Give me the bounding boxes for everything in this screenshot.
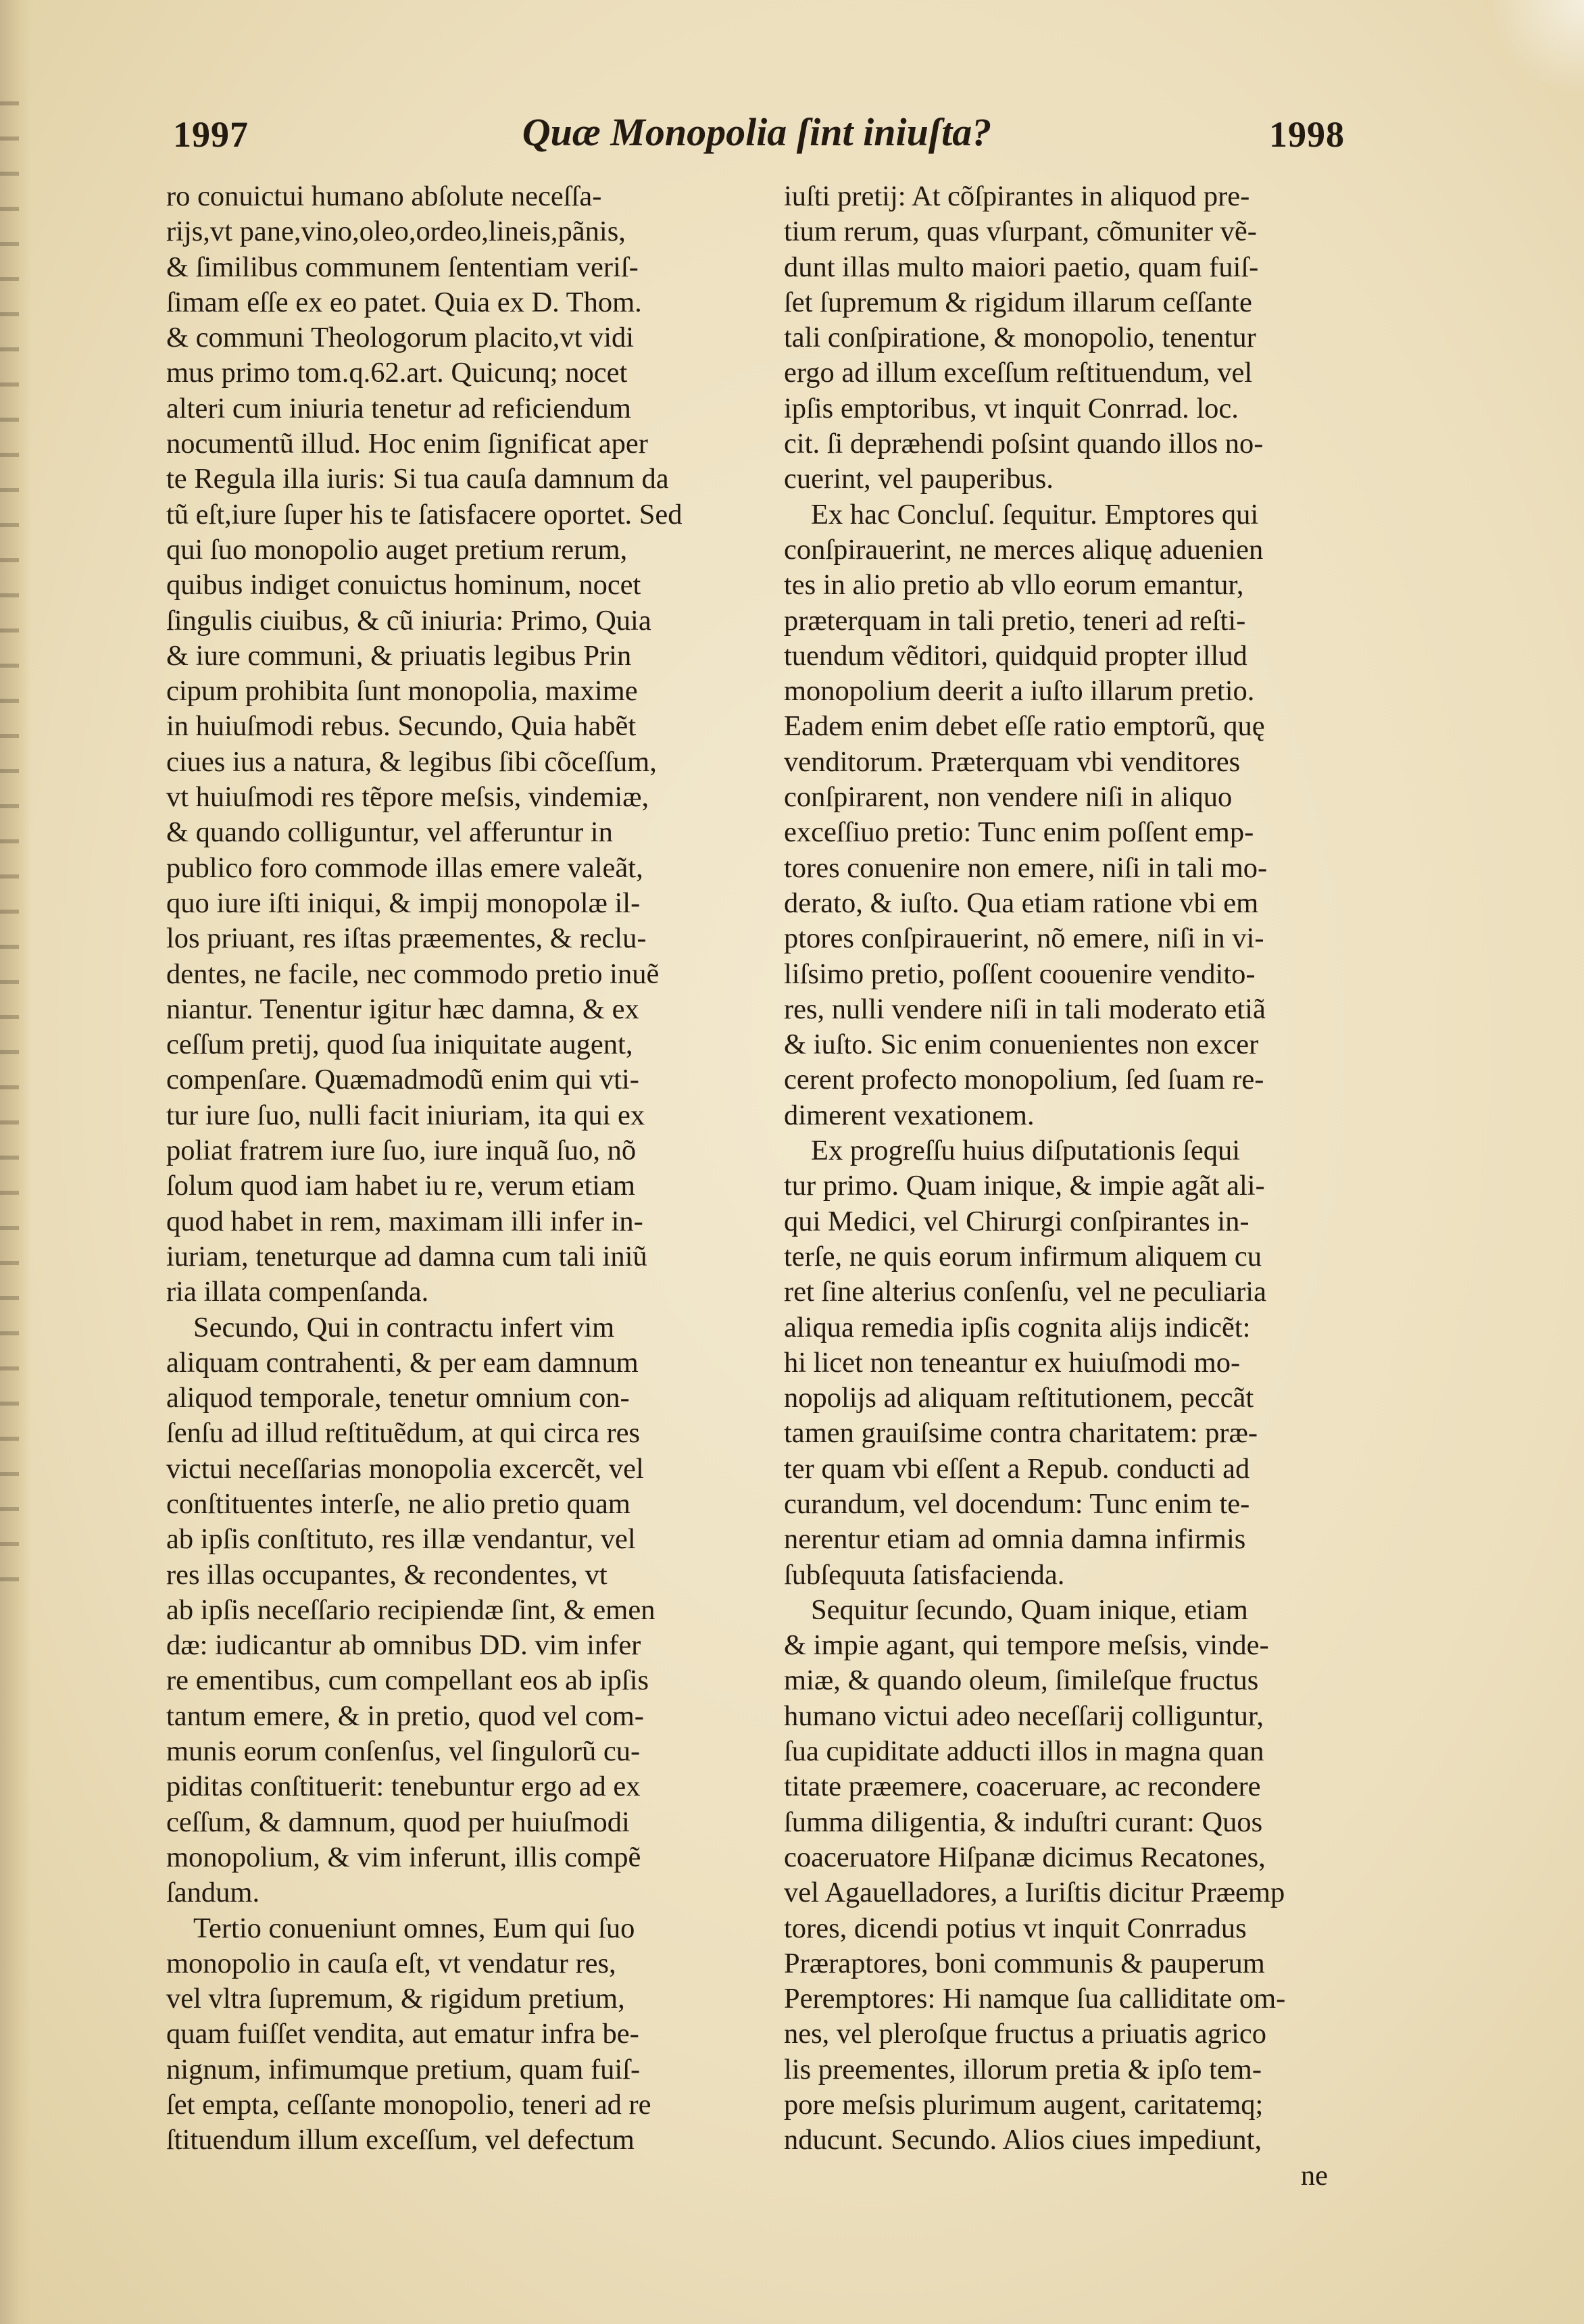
text-line: publico foro commode illas emere valeãt,: [166, 851, 643, 884]
page-header: [169, 110, 1345, 168]
text-line: munis eorum conſenſus, vel ſingulorũ cu-: [166, 1735, 641, 1768]
text-line: ne: [1300, 2159, 1328, 2192]
text-line: aliquam contrahenti, & per eam damnum: [166, 1346, 639, 1379]
text-line: qui ſuo monopolio auget pretium rerum,: [166, 533, 628, 566]
text-line: pore meſsis plurimum augent, caritatemq;: [784, 2089, 1264, 2121]
text-line: vel Agauelladores, a Iuriſtis dicitur Præemp: [784, 1877, 1285, 1909]
text-line: monopolium deerit a iuſto illarum pretio.: [784, 675, 1255, 708]
text-line: compenſare. Quæmadmodũ enim qui vti-: [166, 1064, 639, 1096]
text-line: mus primo tom.q.62.art. Quicunq; nocet: [166, 357, 628, 389]
text-line: cipum prohibita ſunt monopolia, maxime: [166, 675, 638, 708]
text-line: & iure communi, & priuatis legibus Prin: [166, 639, 632, 672]
text-line: dentes, ne facile, nec commodo pretio inuẽ: [166, 958, 660, 990]
text-line: & quando colliguntur, vel afferuntur in: [166, 816, 613, 849]
text-line: conſtituentes interſe, ne alio pretio quam: [166, 1487, 630, 1520]
text-line: Eadem enim debet eſſe ratio emptorũ, quę: [784, 710, 1265, 743]
text-line: ſingulis ciuibus, & cũ iniuria: Primo, Quia: [166, 604, 651, 637]
text-line: dunt illas multo maiori paetio, quam fuiſ-: [784, 251, 1259, 283]
text-line: dæ: iudicantur ab omnibus DD. vim infer: [166, 1629, 641, 1662]
text-line: Tertio conueniunt omnes, Eum qui ſuo: [193, 1912, 635, 1944]
text-line: nignum, infimumque pretium, quam fuiſ-: [166, 2053, 641, 2085]
text-line: lis preementes, illorum pretia & ipſo tem-: [784, 2053, 1262, 2085]
text-line: & iuſto. Sic enim conuenientes non excer: [784, 1029, 1259, 1061]
text-line: ceſſum, & damnum, quod per huiuſmodi: [166, 1806, 630, 1838]
text-line: terſe, ne quis eorum infirmum aliquem cu: [784, 1240, 1262, 1272]
text-line: ab ipſis conſtituto, res illæ vendantur, vel: [166, 1523, 636, 1556]
text-line: & ſimilibus communem ſententiam veriſ-: [166, 251, 639, 283]
text-line: nopolijs ad aliquam reſtitutionem, peccãt: [784, 1382, 1254, 1414]
text-line: alteri cum iniuria tenetur ad reficiendum: [166, 392, 631, 424]
text-line: nerentur etiam ad omnia damna infirmis: [784, 1523, 1246, 1556]
text-line: tamen grauiſsime contra charitatem: præ-: [784, 1417, 1258, 1450]
text-line: exceſſiuo pretio: Tunc enim poſſent emp-: [784, 816, 1254, 849]
text-line: miæ, & quando oleum, ſimileſque fructus: [784, 1664, 1259, 1697]
text-line: piditas conſtituerit: tenebuntur ergo ad ex: [166, 1771, 641, 1803]
text-line: conſpirauerint, ne merces aliquę aduenien: [784, 533, 1264, 566]
text-line: tores conuenire non emere, niſi in tali mo-: [784, 851, 1268, 884]
text-line: tur primo. Quam inique, & impie agãt ali-: [784, 1170, 1265, 1202]
text-line: derato, & iuſto. Qua etiam ratione vbi em: [784, 887, 1259, 919]
text-line: rijs,vt pane,vino,oleo,ordeo,lineis,pãnis,: [166, 216, 626, 248]
text-line: ab ipſis neceſſario recipiendæ ſint, & emen: [166, 1593, 655, 1626]
text-column-right: [784, 179, 1328, 2194]
text-line: res illas occupantes, & recondentes, vt: [166, 1558, 608, 1591]
running-title: Quæ Monopolia ſint iniuſta?: [522, 110, 992, 154]
text-line: hi licet non teneantur ex huiuſmodi mo-: [784, 1346, 1241, 1379]
text-line: ſenſu ad illud reſtituẽdum, at qui circa res: [166, 1417, 641, 1450]
text-line: tuendum vẽditori, quidquid propter illud: [784, 639, 1247, 672]
text-line: monopolium, & vim inferunt, illis compẽ: [166, 1841, 641, 1873]
text-column-left: [166, 179, 710, 2158]
text-line: Ex hac Concluſ. ſequitur. Emptores qui: [811, 498, 1259, 530]
text-line: ptores conſpirauerint, nõ emere, niſi in vi-: [784, 922, 1264, 955]
text-line: ipſis emptoribus, vt inquit Conrrad. loc.: [784, 392, 1239, 424]
text-line: aliqua remedia ipſis cognita alijs indicẽt:: [784, 1311, 1251, 1343]
text-line: nes, vel pleroſque fructus a priuatis agrico: [784, 2018, 1266, 2050]
text-line: niantur. Tenentur igitur hæc damna, & ex: [166, 993, 639, 1025]
text-line: quibus indiget conuictus hominum, nocet: [166, 569, 641, 601]
page-number-right: 1998: [1269, 114, 1345, 155]
text-line: Secundo, Qui in contractu infert vim: [193, 1311, 615, 1343]
text-line: ſimam eſſe ex eo patet. Quia ex D. Thom.: [166, 286, 642, 318]
text-line: quod habet in rem, maximam illi infer in-: [166, 1205, 643, 1237]
text-line: ceſſum pretij, quod ſua iniquitate augent,: [166, 1029, 633, 1061]
text-line: iuriam, teneturque ad damna cum tali iniũ: [166, 1240, 647, 1272]
text-line: te Regula illa iuris: Si tua cauſa damnum da: [166, 463, 669, 495]
text-line: vel vltra ſupremum, & rigidum pretium,: [166, 1983, 625, 2015]
text-line: ſandum.: [166, 1877, 260, 1909]
text-line: tũ eſt,iure ſuper his te ſatisfacere oportet. Sed: [166, 498, 683, 530]
text-line: quam fuiſſet vendita, aut ematur infra be-: [166, 2018, 639, 2050]
text-line: titate præemere, coaceruare, ac recondere: [784, 1771, 1261, 1803]
text-line: ſolum quod iam habet iu re, verum etiam: [166, 1170, 635, 1202]
text-line: ſet empta, ceſſante monopolio, teneri ad re: [166, 2089, 651, 2121]
text-line: ro conuictui humano abſolute neceſſa-: [166, 180, 602, 212]
text-line: monopolio in cauſa eſt, vt vendatur res,: [166, 1947, 616, 1979]
text-line: Ex progreſſu huius diſputationis ſequi: [811, 1135, 1241, 1167]
text-line: præterquam in tali pretio, teneri ad reſti-: [784, 604, 1246, 637]
text-line: tur iure ſuo, nulli facit iniuriam, ita qui ex: [166, 1099, 645, 1131]
text-line: Præraptores, boni communis & pauperum: [784, 1947, 1265, 1979]
text-line: tantum emere, & in pretio, quod vel com-: [166, 1700, 644, 1732]
text-line: poliat fratrem iure ſuo, iure inquã ſuo, nõ: [166, 1135, 637, 1167]
text-line: vt huiuſmodi res tẽpore meſsis, vindemiæ,: [166, 781, 649, 814]
page-number-left: 1997: [173, 114, 249, 155]
text-line: ter quam vbi eſſent a Repub. conducti ad: [784, 1452, 1250, 1485]
corner-stain: [1489, 0, 1584, 95]
text-line: re ementibus, cum compellant eos ab ipſis: [166, 1664, 649, 1697]
text-line: in huiuſmodi rebus. Secundo, Quia habẽt: [166, 710, 637, 743]
text-line: res, nulli vendere niſi in tali moderato etiã: [784, 993, 1266, 1025]
text-line: ſtituendum illum exceſſum, vel defectum: [166, 2124, 635, 2156]
text-line: ret ſine alterius conſenſu, vel ne peculiaria: [784, 1276, 1266, 1308]
text-line: conſpirarent, non vendere niſi in aliquo: [784, 781, 1233, 814]
text-line: qui Medici, vel Chirurgi conſpirantes in-: [784, 1205, 1249, 1237]
text-line: curandum, vel docendum: Tunc enim te-: [784, 1487, 1250, 1520]
text-line: ſumma diligentia, & induſtri curant: Quos: [784, 1806, 1263, 1838]
text-line: nducunt. Secundo. Alios ciues impediunt,: [784, 2124, 1262, 2156]
text-line: ergo ad illum exceſſum reſtituendum, vel: [784, 357, 1253, 389]
text-line: Sequitur ſecundo, Quam inique, etiam: [811, 1593, 1248, 1626]
text-line: cuerint, vel pauperibus.: [784, 463, 1054, 495]
text-line: ſet ſupremum & rigidum illarum ceſſante: [784, 286, 1252, 318]
text-line: tali conſpiratione, & monopolio, tenentur: [784, 322, 1256, 354]
text-line: cerent profecto monopolium, ſed ſuam re-: [784, 1064, 1264, 1096]
text-line: ciues ius a natura, & legibus ſibi cõceſſum,: [166, 745, 657, 778]
text-line: nocumentũ illud. Hoc enim ſignificat aper: [166, 428, 648, 460]
text-line: Peremptores: Hi namque ſua calliditate om-: [784, 1983, 1286, 2015]
text-line: tes in alio pretio ab vllo eorum emantur,: [784, 569, 1244, 601]
text-line: tores, dicendi potius vt inquit Conrradus: [784, 1912, 1247, 1944]
text-line: & impie agant, qui tempore meſsis, vinde-: [784, 1629, 1269, 1662]
text-line: tium rerum, quas vſurpant, cõmuniter vẽ-: [784, 216, 1257, 248]
text-line: coaceruatore Hiſpanæ dicimus Recatones,: [784, 1841, 1266, 1873]
gutter-marks: [0, 101, 19, 1588]
text-line: ſubſequuta ſatisfacienda.: [784, 1558, 1065, 1591]
text-line: los priuant, res iſtas præementes, & reclu-: [166, 922, 647, 955]
text-line: dimerent vexationem.: [784, 1099, 1035, 1131]
text-line: victui neceſſarias monopolia excercẽt, vel: [166, 1452, 644, 1485]
text-line: & communi Theologorum placito,vt vidi: [166, 322, 635, 354]
text-line: humano victui adeo neceſſarij colliguntur,: [784, 1700, 1264, 1732]
text-line: aliquod temporale, tenetur omnium con-: [166, 1382, 630, 1414]
text-line: quo iure iſti iniqui, & impij monopolæ il-: [166, 887, 641, 919]
text-line: liſsimo pretio, poſſent coouenire vendito-: [784, 958, 1256, 990]
text-line: venditorum. Præterquam vbi venditores: [784, 745, 1241, 778]
text-line: cit. ſi depræhendi poſsint quando illos no-: [784, 428, 1264, 460]
text-line: iuſti pretij: At cõſpirantes in aliquod pre-: [784, 180, 1250, 212]
text-line: ria illata compenſanda.: [166, 1276, 429, 1308]
text-line: ſua cupiditate adducti illos in magna quan: [784, 1735, 1264, 1768]
